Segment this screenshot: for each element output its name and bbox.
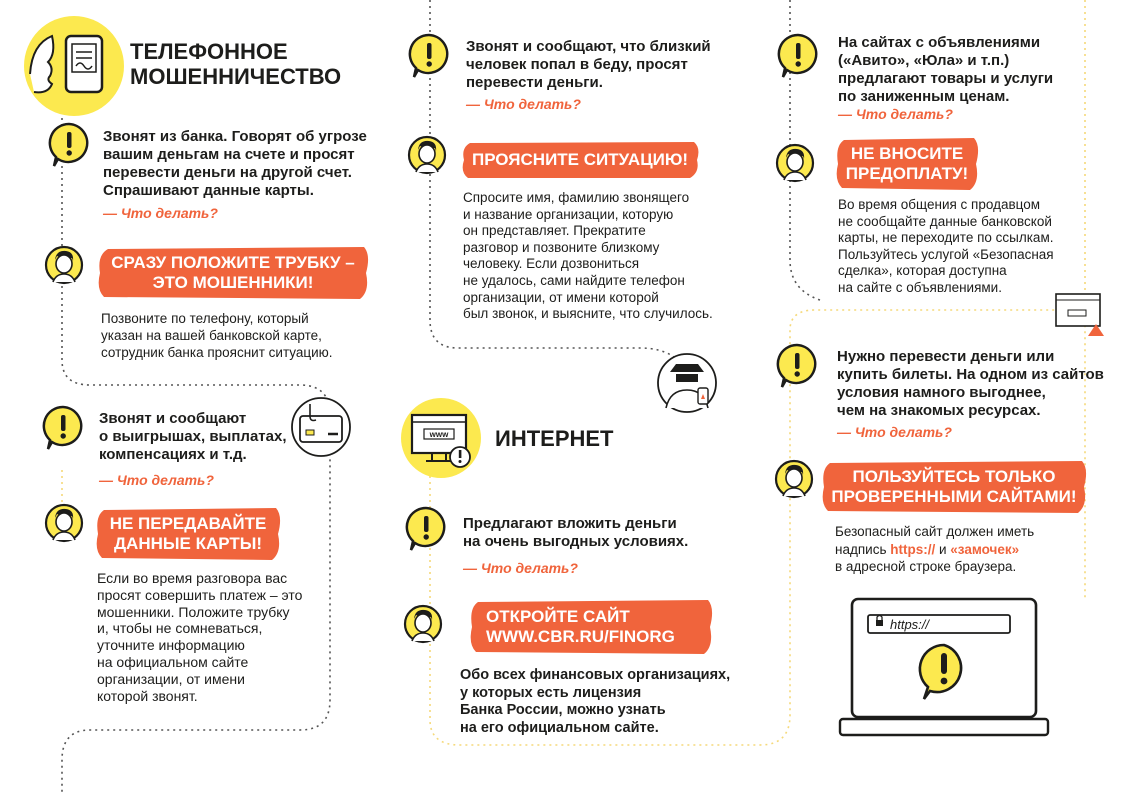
a-line: у которых есть лицензия <box>460 684 642 701</box>
a-line: уточните информацию <box>97 637 245 654</box>
right-case1-question <box>838 34 1078 106</box>
q-line: Звонят из банка. Говорят об угрозе <box>103 128 367 145</box>
a-line: и название организации, которую <box>463 206 674 222</box>
phone-case2-answer <box>97 570 327 704</box>
phone-section-title-line2: МОШЕННИЧЕСТВО <box>130 64 342 89</box>
a-line: Банка России, можно узнать <box>460 702 666 718</box>
q-line: Предлагают вложить деньги <box>463 515 677 532</box>
q-line: по заниженным ценам. <box>838 88 1010 105</box>
a-line: Спросите имя, фамилию звонящего <box>463 190 690 205</box>
right-case1-what-to-do: — Что делать? <box>838 106 953 122</box>
advice-line: ПРОВЕРЕННЫМИ САЙТАМИ! <box>831 487 1077 506</box>
a-line: организации, от имени <box>97 670 245 687</box>
person-avatar-icon <box>407 135 447 177</box>
browser-address-text: https:// <box>890 617 930 632</box>
middle-case1-advice-banner <box>458 140 702 180</box>
advice-text: ПРОЯСНИТЕ СИТУАЦИЮ! <box>471 150 689 169</box>
a-line: указан на вашей банковской карте, <box>101 328 322 343</box>
warning-icon <box>776 343 818 389</box>
warning-icon <box>42 405 84 451</box>
q-line: человек попал в беду, просят <box>466 56 688 73</box>
advice-line: НЕ ПЕРЕДАВАЙТЕ <box>109 514 267 533</box>
middle-case2-answer <box>460 667 750 737</box>
phone-case1-what-to-do: — Что делать? <box>103 205 218 221</box>
phone-scam-icon <box>22 14 126 118</box>
q-line: чем на знакомых ресурсах. <box>837 402 1041 419</box>
laptop-browser-illustration <box>838 595 1050 741</box>
a-line: и, чтобы не сомневаться, <box>97 620 263 637</box>
a-text: и <box>935 541 951 557</box>
right-case2-what-to-do: — Что делать? <box>837 424 952 440</box>
https-highlight: https:// <box>890 541 936 557</box>
right-case2-advice-banner <box>818 459 1090 515</box>
q-line: Звонят и сообщают, что близкий <box>466 38 711 55</box>
q-line: условия намного выгоднее, <box>837 384 1046 401</box>
advice-line: ЭТО МОШЕННИКИ! <box>152 273 314 292</box>
a-line: которой звонят. <box>97 687 198 704</box>
advice-line: ПРЕДОПЛАТУ! <box>845 164 969 183</box>
q-line: На сайтах с объявлениями <box>838 34 1041 51</box>
q-line: перевести деньги. <box>466 74 603 91</box>
a-line: не сообщайте данные банковской <box>838 213 1052 229</box>
lock-highlight: «замочек» <box>950 541 1020 557</box>
a-line: Позвоните по телефону, который <box>101 311 309 326</box>
person-avatar-icon <box>775 143 815 185</box>
advice-text <box>92 506 284 562</box>
a-line: Безопасный сайт должен иметь <box>835 524 1035 539</box>
a-line: на сайте с объявлениями. <box>838 279 1002 295</box>
phone-section-title-line1: ТЕЛЕФОННОЕ <box>130 39 288 64</box>
internet-browser-icon <box>400 395 482 481</box>
bank-card-hook-icon <box>288 396 354 458</box>
right-case2-question <box>837 348 1107 420</box>
right-case2-answer <box>835 523 1105 576</box>
q-line: Звонят и сообщают <box>99 410 247 427</box>
q-line: перевести деньги на другой счет. <box>103 164 352 181</box>
a-line: был звонок, и выясните, что случилось. <box>463 306 713 322</box>
person-avatar-icon <box>774 459 814 501</box>
right-case1-advice-banner <box>832 136 982 192</box>
browser-icon-text: www <box>429 430 449 439</box>
a-line: не удалось, сами найдите телефон <box>463 272 685 288</box>
phone-case2-what-to-do: — Что делать? <box>99 472 214 488</box>
a-line: мошенники. Положите трубку <box>97 603 290 620</box>
q-line: вашим деньгам на счете и просят <box>103 146 355 163</box>
middle-case1-question <box>466 38 756 92</box>
q-line: купить билеты. На одном из сайтов <box>837 366 1104 383</box>
a-line: Обо всех финансовых организациях, <box>460 667 731 683</box>
a-line: он представляет. Прекратите <box>463 223 646 239</box>
warning-icon <box>777 33 819 79</box>
q-line: Спрашивают данные карты. <box>103 182 314 199</box>
warning-icon <box>48 122 90 168</box>
advice-text <box>466 598 716 656</box>
a-line: просят совершить платеж – это <box>97 586 303 603</box>
q-line: на очень выгодных условиях. <box>463 533 689 550</box>
advice-line: ПОЛЬЗУЙТЕСЬ ТОЛЬКО <box>852 467 1056 486</box>
a-line: сотрудник банка прояснит ситуацию. <box>101 345 333 360</box>
middle-case2-question <box>463 515 733 551</box>
person-avatar-icon <box>44 503 84 545</box>
q-line: предлагают товары и услуги <box>838 70 1054 87</box>
advice-line: НЕ ВНОСИТЕ <box>850 144 964 163</box>
middle-case2-what-to-do: — Что делать? <box>463 560 578 576</box>
middle-case1-what-to-do: — Что делать? <box>466 96 581 112</box>
a-line: Во время общения с продавцом <box>838 197 1041 212</box>
q-line: о выигрышах, выплатах, <box>99 428 287 445</box>
a-line: на официальном сайте <box>97 653 249 670</box>
advice-text <box>832 136 982 192</box>
a-line: Если во время разговора вас <box>97 570 288 586</box>
middle-case1-answer <box>463 190 753 323</box>
phone-case1-answer <box>101 310 391 361</box>
advice-text <box>94 245 372 301</box>
middle-case2-advice-banner <box>466 598 716 656</box>
q-line: Нужно перевести деньги или <box>837 348 1055 365</box>
advice-text <box>818 459 1090 515</box>
advice-line: СРАЗУ ПОЛОЖИТЕ ТРУБКУ – <box>111 253 355 272</box>
warning-icon <box>405 506 447 552</box>
q-line: компенсациях и т.д. <box>99 446 247 463</box>
internet-section-title: ИНТЕРНЕТ <box>495 426 614 451</box>
person-avatar-icon <box>44 245 84 287</box>
q-line: («Авито», «Юла» и т.п.) <box>838 52 1010 69</box>
warning-site-icon <box>1050 290 1110 338</box>
a-line: сделка», которая доступна <box>838 263 1007 279</box>
right-case1-answer <box>838 197 1078 297</box>
a-line: на его официальном сайте. <box>460 719 659 736</box>
phone-case2-advice-banner <box>92 506 284 562</box>
advice-line: ДАННЫЕ КАРТЫ! <box>113 534 263 553</box>
a-line: Пользуйтесь услугой «Безопасная <box>838 246 1054 262</box>
a-line: в адресной строке браузера. <box>835 559 1017 574</box>
a-line: разговор и позвоните близкому <box>463 239 660 255</box>
warning-icon <box>408 33 450 79</box>
a-line: организации, от имени которой <box>463 289 659 305</box>
hacker-icon <box>652 352 722 414</box>
phone-case1-question <box>103 128 393 200</box>
a-line: карты, не переходите по ссылкам. <box>838 230 1054 246</box>
a-line: человеку. Если дозвониться <box>463 256 640 272</box>
phone-case1-advice-banner <box>94 245 372 301</box>
advice-line: WWW.CBR.RU/FINORG <box>486 627 675 646</box>
a-text: надпись <box>835 541 891 557</box>
person-avatar-icon <box>403 604 443 646</box>
advice-line: ОТКРОЙТЕ САЙТ <box>486 607 630 626</box>
